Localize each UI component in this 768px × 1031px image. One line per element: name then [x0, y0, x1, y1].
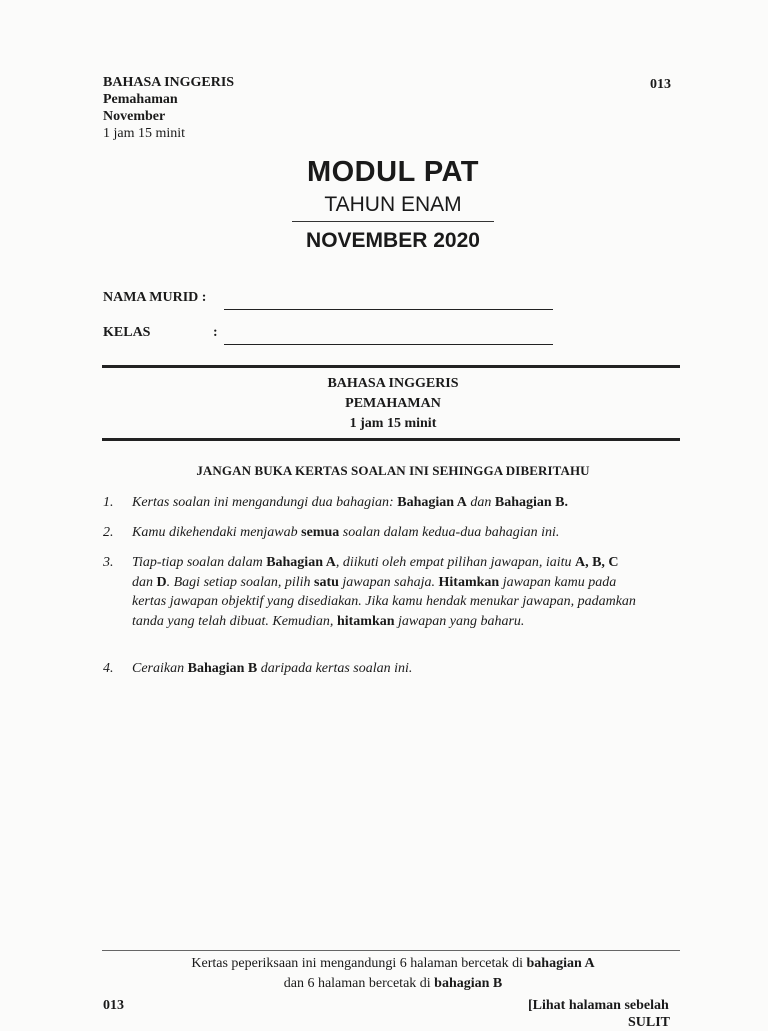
title-sub: TAHUN ENAM — [324, 193, 462, 216]
next-page-note: [Lihat halaman sebelah — [528, 998, 669, 1013]
title-date: NOVEMBER 2020 — [306, 229, 480, 252]
instruction-number: 3. — [103, 555, 114, 570]
instruction-4: 4. Ceraikan Bahagian B daripada kertas soalan ini. — [103, 659, 643, 679]
instruction-3: 3. Tiap-tiap soalan dalam Bahagian A, diikuti oleh empat pilihan jawapan, iaitu A, B, C dan D. Bagi setiap soalan, pilih satu jawapan sahaja. Hitamkan jawapan kamu pada kertas jawapan objektif yang disediakan. Jika kamu hendak menukar jawapan, padamkan tanda yang telah dibuat. Kemudian, hitamkan jawapan yang baharu. — [103, 555, 636, 629]
paper-info — [0, 374, 768, 434]
class-field[interactable] — [224, 344, 553, 345]
header-code: 013 — [650, 77, 671, 92]
header-subject: BAHASA INGGERIS — [103, 75, 235, 90]
name-field[interactable] — [224, 309, 553, 310]
paper-info-subject: BAHASA INGGERIS — [327, 376, 459, 391]
footer-divider — [102, 950, 680, 951]
header-month: November — [103, 109, 166, 124]
name-label: NAMA MURID : — [103, 290, 207, 305]
instruction-number: 4. — [103, 661, 114, 676]
footer-note: Kertas peperiksaan ini mengandungi 6 halaman bercetak di bahagian A dan 6 halaman bercetak di bahagian B — [191, 956, 595, 991]
instruction-number: 2. — [103, 525, 114, 540]
instruction-number: 1. — [103, 495, 114, 510]
class-label: KELAS — [103, 325, 151, 340]
divider-top — [102, 365, 680, 368]
paper-info-duration: 1 jam 15 minit — [349, 416, 437, 431]
title-block — [0, 154, 768, 255]
header-info — [103, 74, 234, 142]
class-colon: : — [213, 325, 218, 340]
title-divider — [292, 221, 494, 222]
instruction-2: 2. Kamu dikehendaki menjawab semua soalan dalam kedua-dua bahagian ini. — [103, 523, 643, 543]
paper-info-paper: PEMAHAMAN — [345, 396, 441, 411]
instruction-1: 1. Kertas soalan ini mengandungi dua bahagian: Bahagian A dan Bahagian B. — [103, 493, 643, 513]
footer-code: 013 — [103, 998, 124, 1013]
sulit-label: SULIT — [628, 1015, 671, 1030]
header-paper: Pemahaman — [103, 92, 178, 107]
title-main: MODUL PAT — [306, 156, 480, 188]
divider-bottom — [102, 438, 680, 441]
warning-text: JANGAN BUKA KERTAS SOALAN INI SEHINGGA DIBERITAHU — [196, 463, 590, 478]
header-duration: 1 jam 15 minit — [103, 126, 186, 141]
